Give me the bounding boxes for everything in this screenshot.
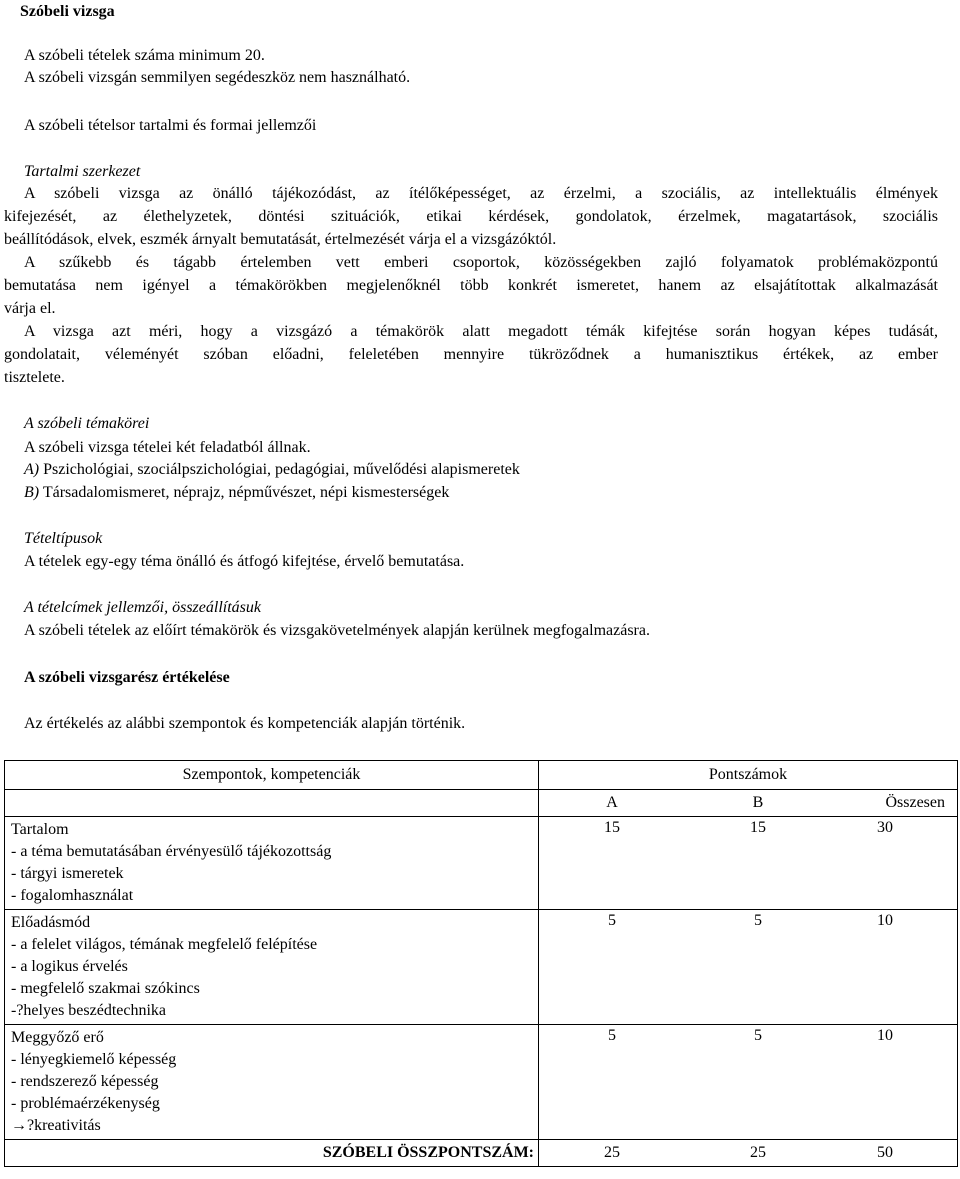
score-b: 5	[754, 1027, 762, 1044]
score-values	[539, 910, 957, 932]
points-columns-header	[539, 790, 958, 817]
criteria-cell	[5, 817, 539, 910]
subheading-types: Tételtípusok	[24, 530, 103, 547]
criteria-item: - megfelelő szakmai szókincs	[11, 980, 200, 997]
points-columns	[539, 792, 957, 814]
paragraph-line: A vizsga azt méri, hogy a vizsgázó a témakörök alatt megadott témák kifejtése során hogyan képes tudását,	[24, 323, 938, 340]
scores-cell	[539, 1025, 958, 1140]
criteria-item: →?kreativitás	[11, 1117, 101, 1134]
header-criteria: Szempontok, kompetenciák	[5, 761, 539, 790]
score-b: 5	[754, 912, 762, 929]
section-heading: A szóbeli tételsor tartalmi és formai jellemzői	[24, 117, 317, 134]
score-values	[539, 817, 957, 839]
sum-a: 25	[604, 1144, 620, 1161]
paragraph-line: gondolatait, véleményét szóban előadni, feleletében mennyire tükröződnek a humanisztikus értékek, az ember	[4, 346, 938, 363]
evaluation-heading: A szóbeli vizsgarész értékelése	[24, 669, 230, 686]
criteria-title: Tartalom	[11, 821, 69, 838]
intro-line: A szóbeli vizsgán semmilyen segédeszköz nem használható.	[24, 69, 411, 86]
score-a: 15	[604, 819, 620, 836]
paragraph-line: tisztelete.	[4, 369, 65, 386]
paragraph-line: várja el.	[4, 300, 56, 317]
sum-b: 25	[750, 1144, 766, 1161]
criteria-title: Előadásmód	[11, 914, 91, 931]
paragraph-line: bemutatása nem igényel a témakörökben megjelenőknél több konkrét ismeretet, hanem az elsajátítottak alkalmazását	[4, 277, 938, 294]
evaluation-text: Az értékelés az alábbi szempontok és kompetenciák alapján történik.	[24, 715, 466, 732]
topic-a	[24, 460, 520, 480]
types-text: A tételek egy-egy téma önálló és átfogó kifejtése, érvelő bemutatása.	[24, 553, 465, 570]
criteria-title: Meggyőző erő	[11, 1029, 104, 1046]
sum-total: 50	[877, 1144, 893, 1161]
criteria-item: - tárgyi ismeretek	[11, 865, 124, 882]
header-points: Pontszámok	[539, 761, 958, 790]
topics-text: A szóbeli vizsga tételei két feladatból állnak.	[24, 439, 311, 456]
scores-cell	[539, 817, 958, 910]
sum-cell	[539, 1140, 958, 1167]
criteria-item: - fogalomhasználat	[11, 887, 134, 904]
scores-cell	[539, 910, 958, 1025]
table-row	[5, 910, 958, 1025]
table-row	[5, 817, 958, 910]
criteria-item: - lényegkiemelő képesség	[11, 1051, 177, 1068]
criteria-item: - rendszerező képesség	[11, 1073, 159, 1090]
topic-a-label: A)	[24, 461, 40, 478]
score-total: 30	[877, 819, 893, 836]
topic-a-text: Pszichológiai, szociálpszichológiai, pedagógiai, művelődési alapismeretek	[39, 461, 520, 478]
topic-b-label: B)	[24, 484, 40, 501]
criteria-item: - problémaérzékenység	[11, 1095, 160, 1112]
criteria-item: -?helyes beszédtechnika	[11, 1002, 167, 1019]
criteria-item: - a felelet világos, témának megfelelő felépítése	[11, 936, 318, 953]
criteria-item: - a logikus érvelés	[11, 958, 128, 975]
subheading-titles: A tételcímek jellemzői, összeállításuk	[24, 599, 261, 616]
paragraph-line: kifejezését, az élethelyzetek, döntési szituációk, etikai kérdések, gondolatok, érzelmek, magatartások, szociális	[4, 208, 938, 225]
topic-b	[24, 483, 449, 503]
subheading-content-structure: Tartalmi szerkezet	[24, 163, 141, 180]
criteria-cell	[5, 910, 539, 1025]
scoring-table	[4, 760, 958, 1167]
table-sum-row	[5, 1140, 958, 1167]
score-a: 5	[608, 912, 616, 929]
paragraph-line: beállítódások, elvek, eszmék árnyalt bemutatását, értelmezését várja el a vizsgázóktól.	[4, 231, 557, 248]
topic-b-text: Társadalomismeret, néprajz, népművészet, népi kismesterségek	[39, 484, 450, 501]
criteria-item: - a téma bemutatásában érvényesülő tájékozottság	[11, 843, 332, 860]
criteria-cell	[5, 1025, 539, 1140]
col-a-header: A	[606, 794, 618, 811]
table-header-row	[5, 761, 958, 790]
titles-text: A szóbeli tételek az előírt témakörök és vizsgakövetelmények alapján kerülnek megfogalmazásra.	[24, 622, 650, 639]
score-values	[539, 1025, 957, 1047]
table-subheader-row	[5, 790, 958, 817]
sum-values	[539, 1142, 957, 1164]
sum-label: SZÓBELI ÖSSZPONTSZÁM:	[5, 1140, 539, 1167]
score-b: 15	[750, 819, 766, 836]
score-a: 5	[608, 1027, 616, 1044]
subheading-topics: A szóbeli témakörei	[24, 415, 150, 432]
score-total: 10	[877, 912, 893, 929]
col-b-header: B	[752, 794, 764, 811]
paragraph-line: A szűkebb és tágabb értelemben vett emberi csoportok, közösségekben zajló folyamatok problémaközpontú	[24, 254, 938, 271]
page-title: Szóbeli vizsga	[20, 3, 115, 20]
score-total: 10	[877, 1027, 893, 1044]
table-row	[5, 1025, 958, 1140]
paragraph-line: A szóbeli vizsga az önálló tájékozódást, az ítélőképességet, az érzelmi, a szociális, az intellektuális élmények	[24, 185, 938, 202]
intro-line: A szóbeli tételek száma minimum 20.	[24, 47, 265, 64]
empty-cell	[5, 790, 539, 817]
col-total-header: Összesen	[885, 794, 945, 811]
